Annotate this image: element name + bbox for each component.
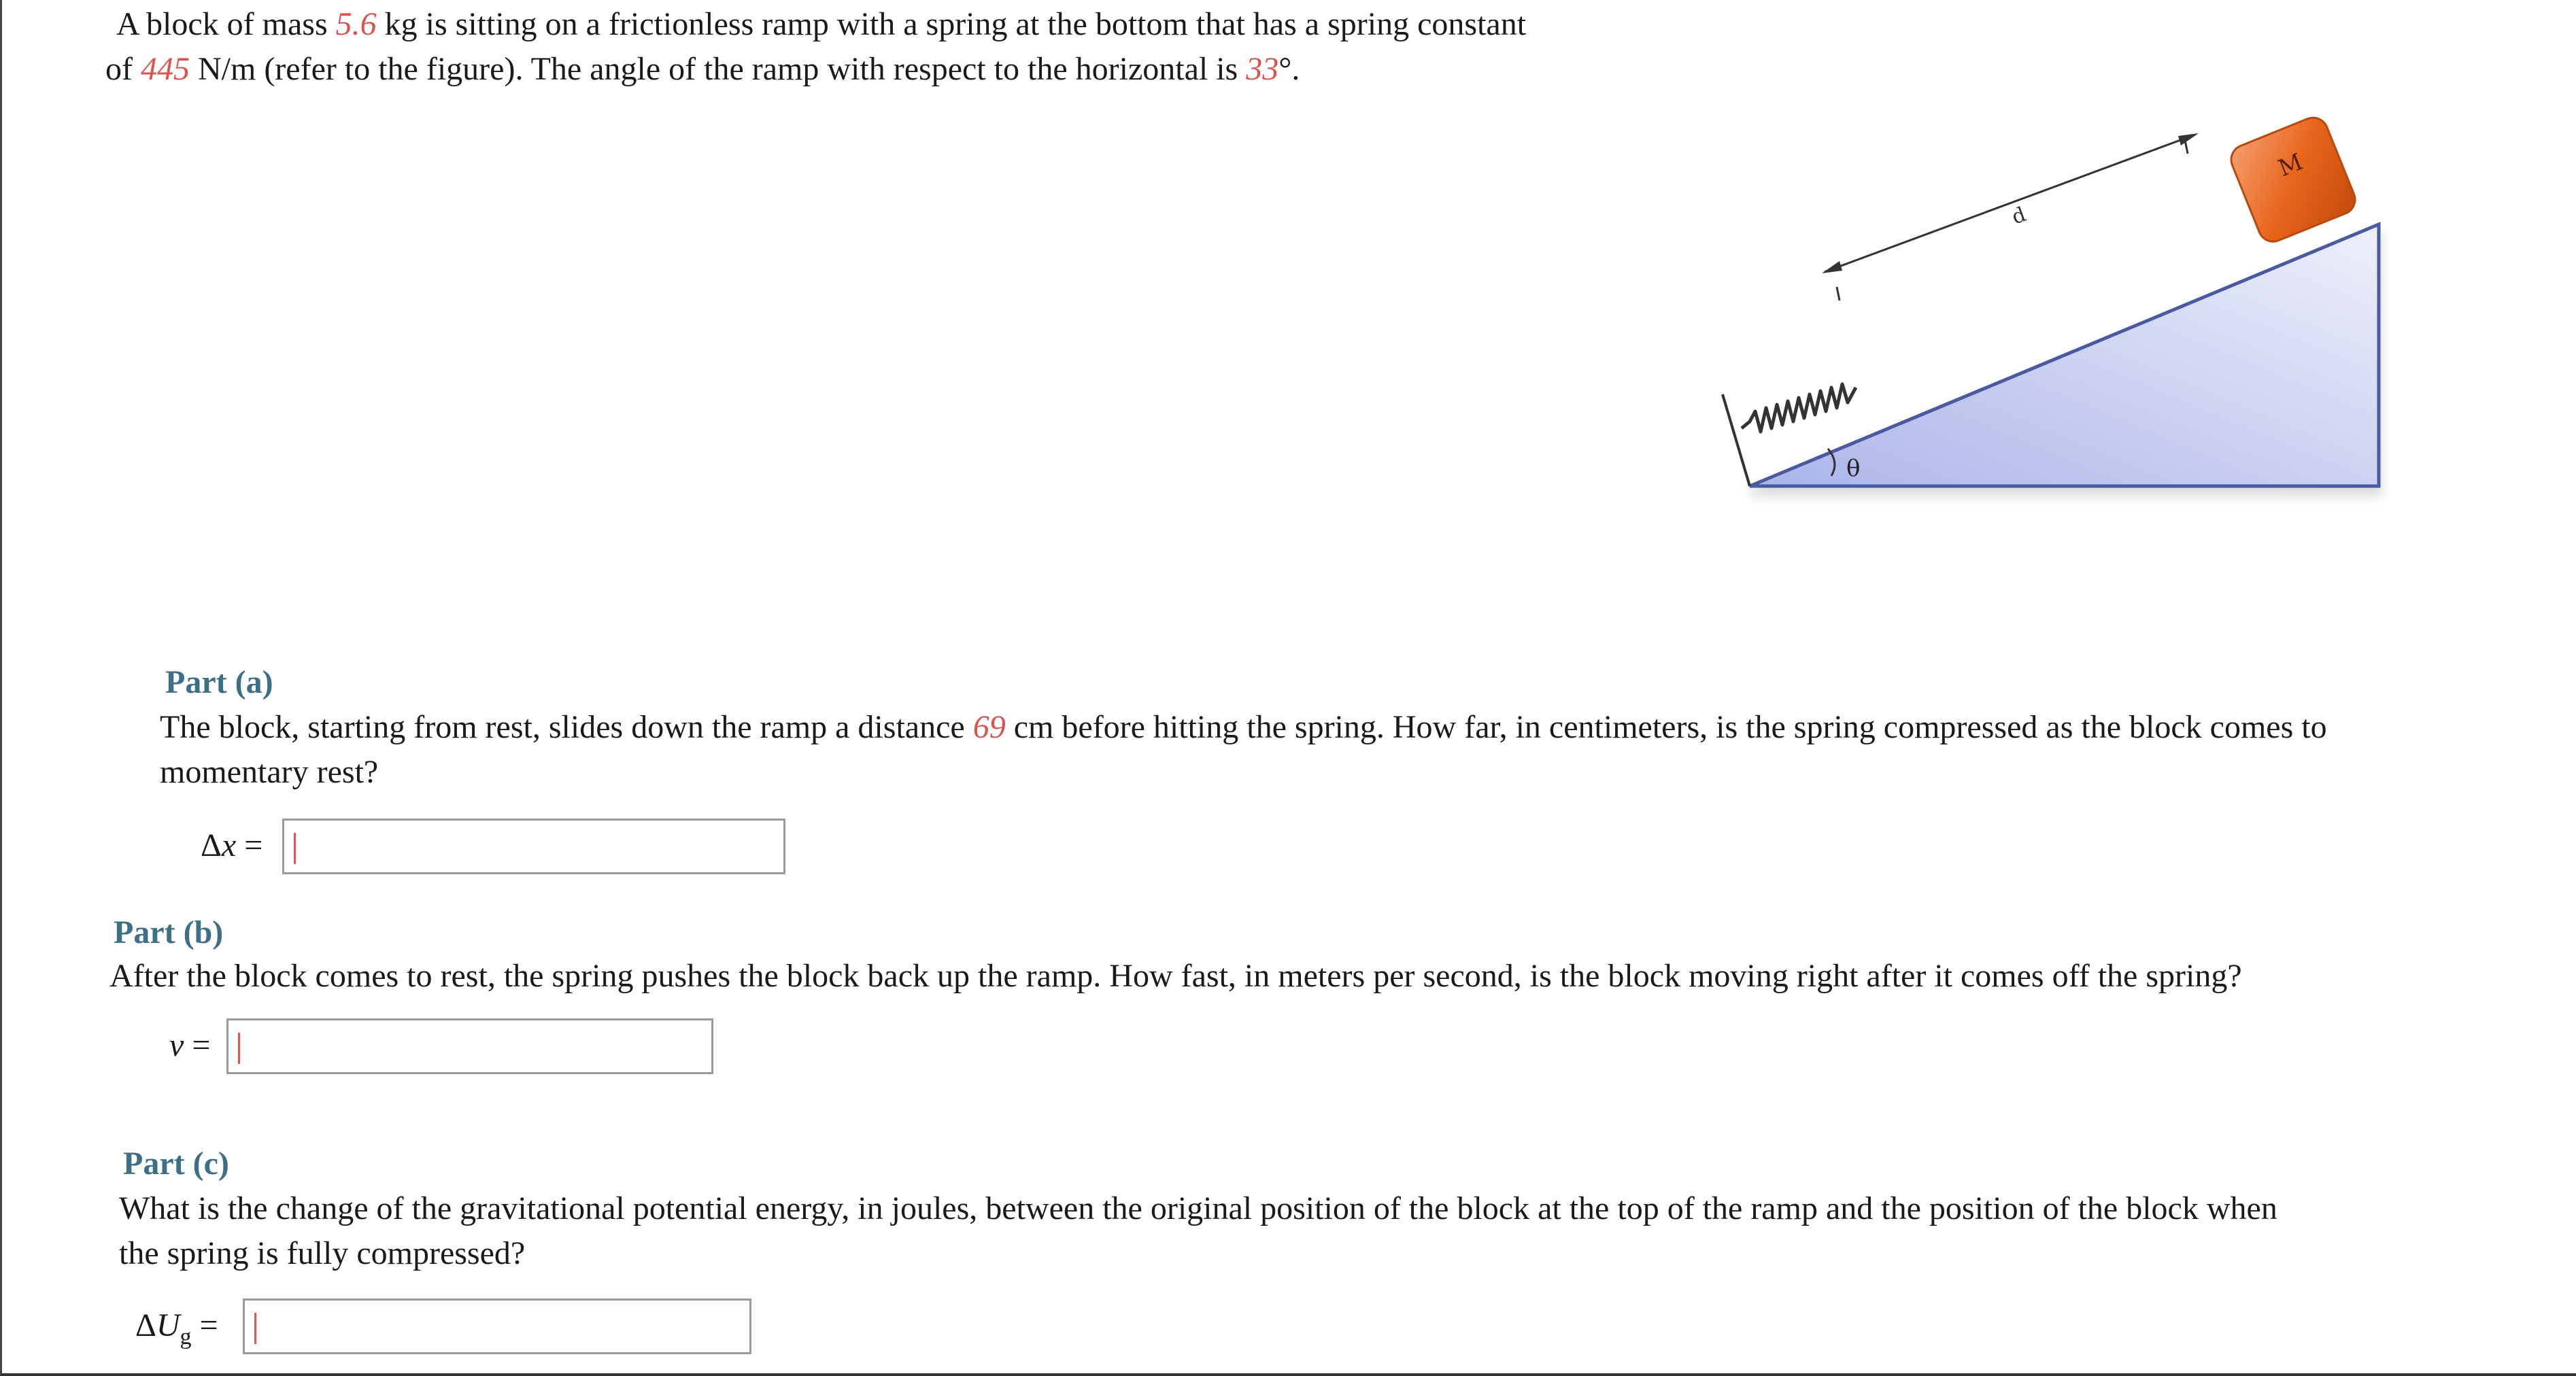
delta-symbol: Δ [135,1307,156,1343]
block-body [2226,114,2359,246]
mass-value: 5.6 [335,6,377,42]
distance-arrow-head-left [1822,261,1842,273]
part-b-question-line-1: After the block comes to rest, the spring pushes the block back up the ramp. How fast, in meters per second, is the block moving right after it comes off the spring? [109,958,2242,994]
problem-text-line-1 [116,3,1526,46]
part-a-question-line-2: momentary rest? [160,754,379,790]
angle-value: 33 [1246,51,1279,87]
angle-label: θ [1846,455,1861,482]
distance-label: d [2008,203,2029,230]
delta-ug-input[interactable] [243,1298,751,1354]
text-cursor [294,833,296,864]
spring-wall [1723,394,1750,486]
v-label [169,1024,210,1067]
part-c-question-line-2: the spring is fully compressed? [119,1235,526,1271]
block [2226,114,2359,246]
variable: v [169,1027,184,1063]
problem-text-line-2 [105,48,1300,91]
spring [1742,384,1856,432]
text-cursor [254,1313,256,1344]
spring-constant-value: 445 [140,51,190,87]
equals: = [191,1307,218,1343]
text: of [105,51,141,87]
part-a-question-line-1 [160,706,2327,749]
block-label: M [2274,148,2307,183]
delta-x-input[interactable] [282,819,785,874]
v-input[interactable] [226,1018,713,1074]
text: cm before hitting the spring. How far, in centimeters, is the spring compressed as the block comes to [1005,709,2327,745]
text: The block, starting from rest, slides down the ramp a distance [160,709,973,745]
distance-tick-left [1837,287,1840,300]
delta-ug-label [135,1304,218,1359]
ramp-figure [1695,109,2409,530]
variable: x [221,827,237,863]
text: N/m (refer to the figure). The angle of the ramp with respect to the horizontal is [189,51,1247,87]
distance-arrow-head-right [2178,133,2199,145]
delta-x-label [201,824,262,867]
part-c-heading: Part (c) [123,1146,229,1182]
text: kg is sitting on a frictionless ramp with a spring at the bottom that has a spring constant [376,6,1527,42]
equals: = [184,1027,211,1063]
slide-distance-value: 69 [972,709,1006,745]
variable: U [156,1307,180,1343]
distance-tick-right [2185,140,2188,154]
text-cursor [238,1033,240,1064]
part-b-heading: Part (b) [114,914,224,950]
equals: = [236,827,263,863]
part-c-question-line-1: What is the change of the gravitational potential energy, in joules, between the original position of the block at the top of the ramp and the position of the block when [119,1190,2277,1226]
distance-arrow-line [1825,135,2195,272]
text: °. [1278,51,1300,87]
part-a-heading: Part (a) [165,664,273,700]
subscript: g [180,1324,192,1349]
delta-symbol: Δ [201,827,222,863]
text: A block of mass [116,6,336,42]
